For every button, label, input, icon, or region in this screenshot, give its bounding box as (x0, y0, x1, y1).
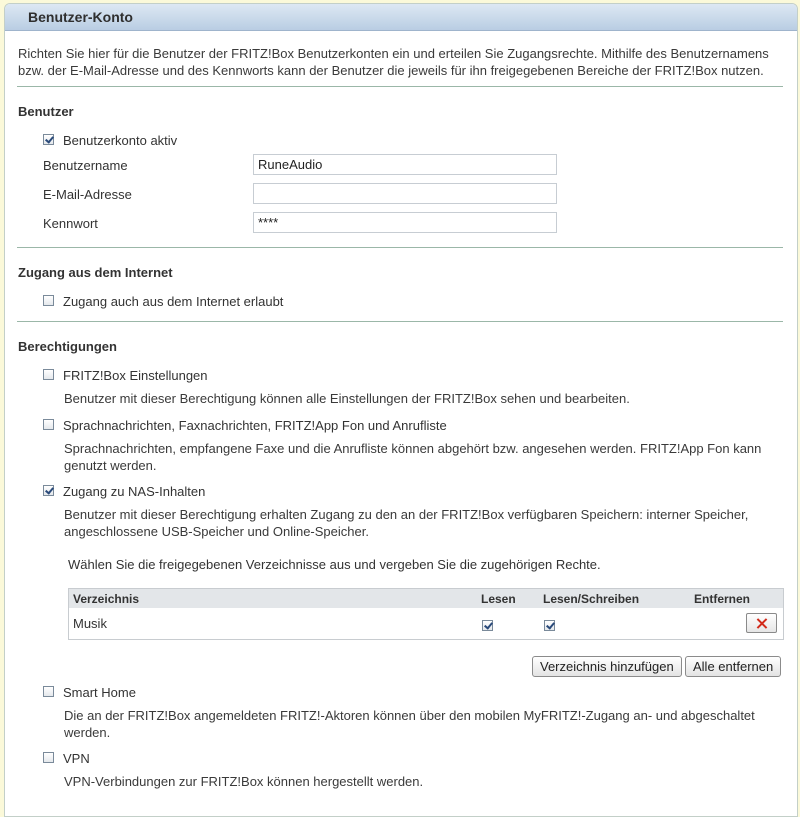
perm-smarthome-label[interactable]: Smart Home (63, 685, 136, 700)
remove-all-button[interactable]: Alle entfernen (685, 656, 781, 677)
account-active-checkbox[interactable] (43, 134, 54, 145)
intro-text: Richten Sie hier für die Benutzer der FRITZ!Box Benutzerkonten ein und erteilen Sie Zugangsrechte. Mithilfe des Benutzernamens bzw. der E-Mail-Adresse und des Kennworts kann der Benutzer die jeweils für ihn freigegebenen Bereiche der FRITZ!Box nutzen. (18, 46, 769, 78)
perm-nas-desc: Benutzer mit dieser Berechtigung erhalten Zugang zu den an der FRITZ!Box verfügbaren Speichern: interner Speicher, angeschlossene USB-Speicher und Online-Speicher. (64, 507, 749, 539)
table-row (69, 608, 783, 638)
perm-nas-checkbox[interactable] (43, 485, 54, 496)
directory-name: Musik (73, 616, 107, 631)
read-write-checkbox[interactable] (544, 620, 555, 631)
read-checkbox[interactable] (482, 620, 493, 631)
user-account-panel (4, 3, 798, 817)
col-directory: Verzeichnis (73, 592, 140, 606)
close-icon[interactable] (746, 613, 777, 633)
perm-smarthome-desc: Die an der FRITZ!Box angemeldeten FRITZ!-Aktoren können über den mobilen MyFRITZ!-Zugang an- und abgeschaltet werden. (64, 708, 755, 740)
email-input[interactable] (253, 183, 557, 204)
email-label: E-Mail-Adresse (43, 187, 132, 202)
perm-fritzbox-label[interactable]: FRITZ!Box Einstellungen (63, 368, 208, 383)
section-title-user: Benutzer (18, 104, 74, 119)
perm-vpn-checkbox[interactable] (43, 752, 54, 763)
perm-fritzbox-desc: Benutzer mit dieser Berechtigung können alle Einstellungen der FRITZ!Box sehen und bearbeiten. (64, 391, 630, 406)
directory-table (68, 588, 784, 640)
page-title: Benutzer-Konto (5, 4, 797, 31)
section-title-internet: Zugang aus dem Internet (18, 265, 173, 280)
internet-access-checkbox[interactable] (43, 295, 54, 306)
col-remove: Entfernen (694, 592, 751, 606)
internet-access-label[interactable]: Zugang auch aus dem Internet erlaubt (63, 294, 284, 309)
perm-fritzbox-checkbox[interactable] (43, 369, 54, 380)
add-directory-button[interactable]: Verzeichnis hinzufügen (532, 656, 682, 677)
perm-voice-label[interactable]: Sprachnachrichten, Faxnachrichten, FRITZ!App Fon und Anrufliste (63, 418, 447, 433)
col-read-write: Lesen/Schreiben (543, 592, 640, 606)
divider (17, 321, 783, 322)
table-header (69, 589, 783, 608)
username-label: Benutzername (43, 158, 128, 173)
section-title-permissions: Berechtigungen (18, 339, 117, 354)
password-input[interactable] (253, 212, 557, 233)
perm-vpn-label[interactable]: VPN (63, 751, 90, 766)
nas-hint: Wählen Sie die freigegebenen Verzeichnisse aus und vergeben Sie die zugehörigen Rechte. (68, 557, 601, 572)
account-active-label[interactable]: Benutzerkonto aktiv (63, 133, 178, 148)
perm-nas-label[interactable]: Zugang zu NAS-Inhalten (63, 484, 206, 499)
perm-smarthome-checkbox[interactable] (43, 686, 54, 697)
perm-vpn-desc: VPN-Verbindungen zur FRITZ!Box können hergestellt werden. (64, 774, 424, 789)
divider (17, 247, 783, 248)
username-input[interactable] (253, 154, 557, 175)
perm-voice-checkbox[interactable] (43, 419, 54, 430)
col-read: Lesen (481, 592, 516, 606)
password-label: Kennwort (43, 216, 98, 231)
divider (17, 86, 783, 87)
perm-voice-desc: Sprachnachrichten, empfangene Faxe und die Anrufliste können abgehört bzw. angesehen werden. FRITZ!App Fon kann genutzt werden. (64, 441, 762, 473)
